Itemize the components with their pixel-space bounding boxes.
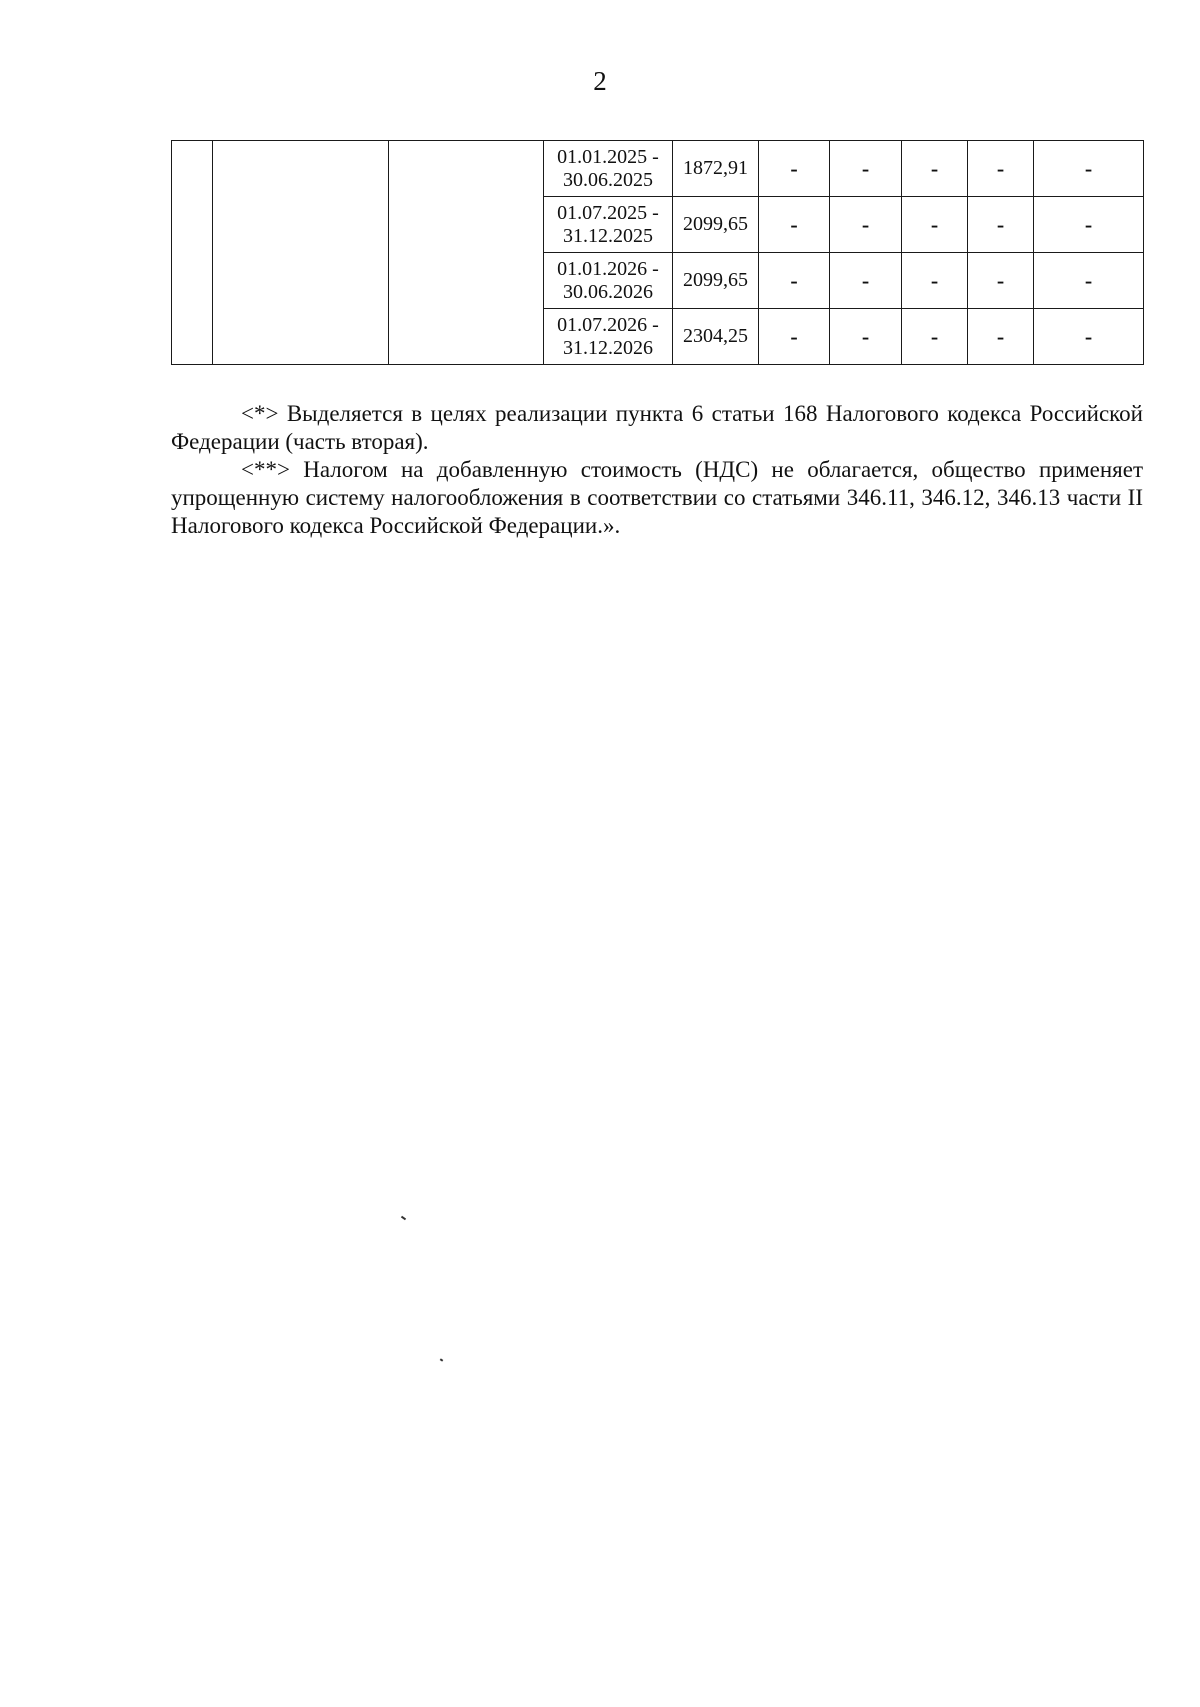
period-cell xyxy=(544,253,673,309)
period-start: 01.01.2026 - xyxy=(557,257,659,280)
period-end: 30.06.2026 xyxy=(563,280,653,303)
dash-cell: - xyxy=(902,309,968,365)
empty-cell-category xyxy=(389,141,544,365)
dash-cell: - xyxy=(968,309,1034,365)
dash-cell: - xyxy=(968,253,1034,309)
dash-cell: - xyxy=(759,197,830,253)
period-end: 30.06.2025 xyxy=(563,168,653,191)
scan-speck xyxy=(401,1216,406,1221)
scan-speck xyxy=(440,1358,444,1361)
dash-cell: - xyxy=(902,253,968,309)
price-cell: 1872,91 xyxy=(673,141,759,197)
page-number: 2 xyxy=(593,66,607,96)
period-cell xyxy=(544,309,673,365)
tariff-table xyxy=(171,140,1144,365)
dash-cell: - xyxy=(968,141,1034,197)
dash-cell: - xyxy=(830,253,902,309)
footnote-vat-allocation: <*> Выделяется в целях реализации пункта 6 статьи 168 Налогового кодекса Российской Федерации (часть вторая). xyxy=(171,401,1143,454)
period-start: 01.07.2026 - xyxy=(557,313,659,336)
dash-cell: - xyxy=(830,141,902,197)
price-cell: 2304,25 xyxy=(673,309,759,365)
period-end: 31.12.2025 xyxy=(563,224,653,247)
dash-cell: - xyxy=(1034,253,1144,309)
dash-cell: - xyxy=(759,141,830,197)
empty-cell-number xyxy=(172,141,213,365)
period-cell xyxy=(544,197,673,253)
empty-cell-organization xyxy=(213,141,389,365)
footnotes xyxy=(171,400,1143,540)
dash-cell: - xyxy=(902,197,968,253)
dash-cell: - xyxy=(830,309,902,365)
period-end: 31.12.2026 xyxy=(563,336,653,359)
dash-cell: - xyxy=(902,141,968,197)
price-cell: 2099,65 xyxy=(673,253,759,309)
dash-cell: - xyxy=(968,197,1034,253)
table-row xyxy=(172,141,1144,197)
dash-cell: - xyxy=(759,309,830,365)
price-cell: 2099,65 xyxy=(673,197,759,253)
dash-cell: - xyxy=(1034,309,1144,365)
dash-cell: - xyxy=(830,197,902,253)
footnote-vat-exempt: <**> Налогом на добавленную стоимость (НДС) не облагается, общество применяет упрощенную систему налогообложения в соответствии со статьями 346.11, 346.12, 346.13 части II Налогового кодекса Российской Федерации.». xyxy=(171,457,1143,538)
period-cell xyxy=(544,141,673,197)
period-start: 01.01.2025 - xyxy=(557,145,659,168)
period-start: 01.07.2025 - xyxy=(557,201,659,224)
dash-cell: - xyxy=(759,253,830,309)
dash-cell: - xyxy=(1034,141,1144,197)
dash-cell: - xyxy=(1034,197,1144,253)
